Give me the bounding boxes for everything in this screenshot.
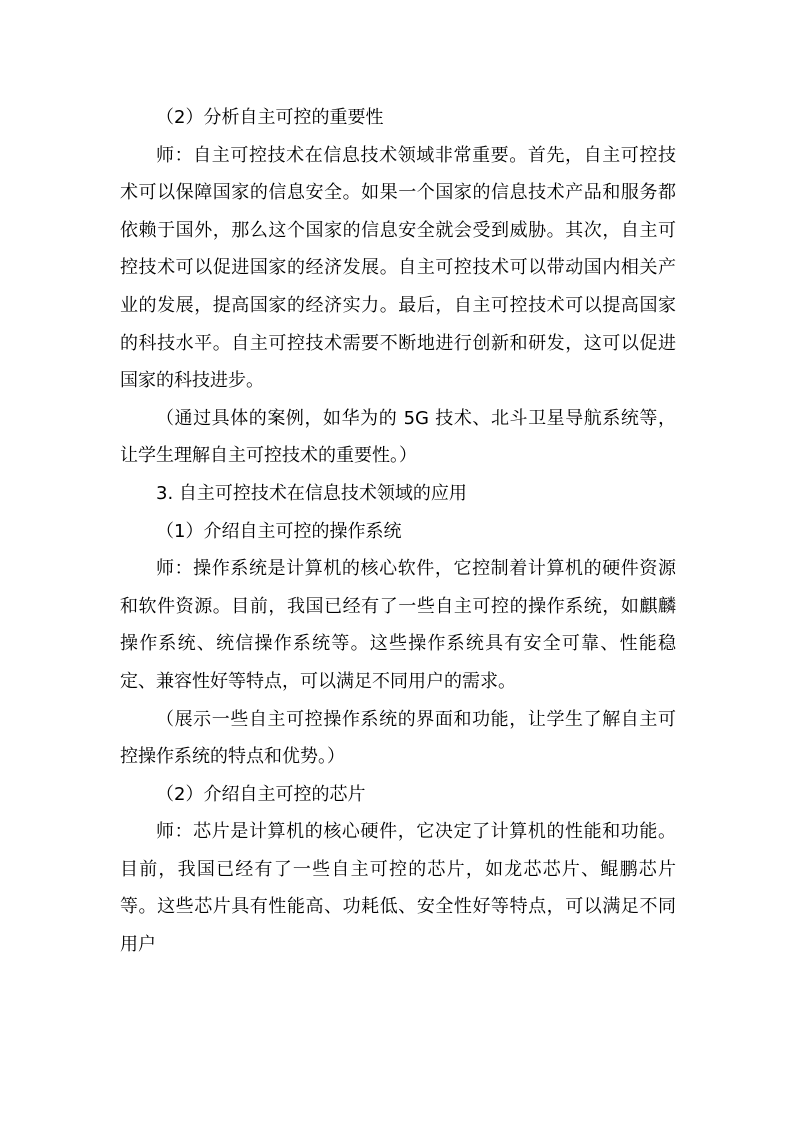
document-body: [120, 99, 676, 964]
subheading-chip: （2）介绍自主可控的芯片: [156, 783, 366, 805]
subheading-importance: （2）分析自主可控的重要性: [156, 107, 384, 128]
heading-applications: 3. 自主可控技术在信息技术领域的应用: [156, 482, 467, 504]
paragraph-os: 师：操作系统是计算机的核心软件，它控制着计算机的硬件资源和软件资源。目前，我国已经有了一些自主可控的操作系统，如麒麟操作系统、统信操作系统等。这些操作系统具有安全可靠、性能稳定、兼容性好等特点，可以满足不同用户的需求。: [120, 558, 676, 692]
paragraph-importance: 师：自主可控技术在信息技术领域非常重要。首先，自主可控技术可以保障国家的信息安全。如果一个国家的信息技术产品和服务都依赖于国外，那么这个国家的信息安全就会受到威胁。其次，自主可控技术可以促进国家的经济发展。自主可控技术可以带动国内相关产业的发展，提高国家的经济实力。最后，自主可控技术可以提高国家的科技水平。自主可控技术需要不断地进行创新和研发，这可以促进国家的科技进步。: [120, 144, 676, 392]
subheading-os: （1）介绍自主可控的操作系统: [156, 520, 402, 542]
paragraph-case-note: （通过具体的案例，如华为的 5G 技术、北斗卫星导航系统等，让学生理解自主可控技术的重要性。）: [120, 407, 676, 467]
paragraph-chip: 师：芯片是计算机的核心硬件，它决定了计算机的性能和功能。目前，我国已经有了一些自主可控的芯片，如龙芯芯片、鲲鹏芯片等。这些芯片具有性能高、功耗低、安全性好等特点，可以满足不同用户: [120, 821, 676, 956]
paragraph-os-note: （展示一些自主可控操作系统的界面和功能，让学生了解自主可控操作系统的特点和优势。）: [120, 708, 676, 768]
